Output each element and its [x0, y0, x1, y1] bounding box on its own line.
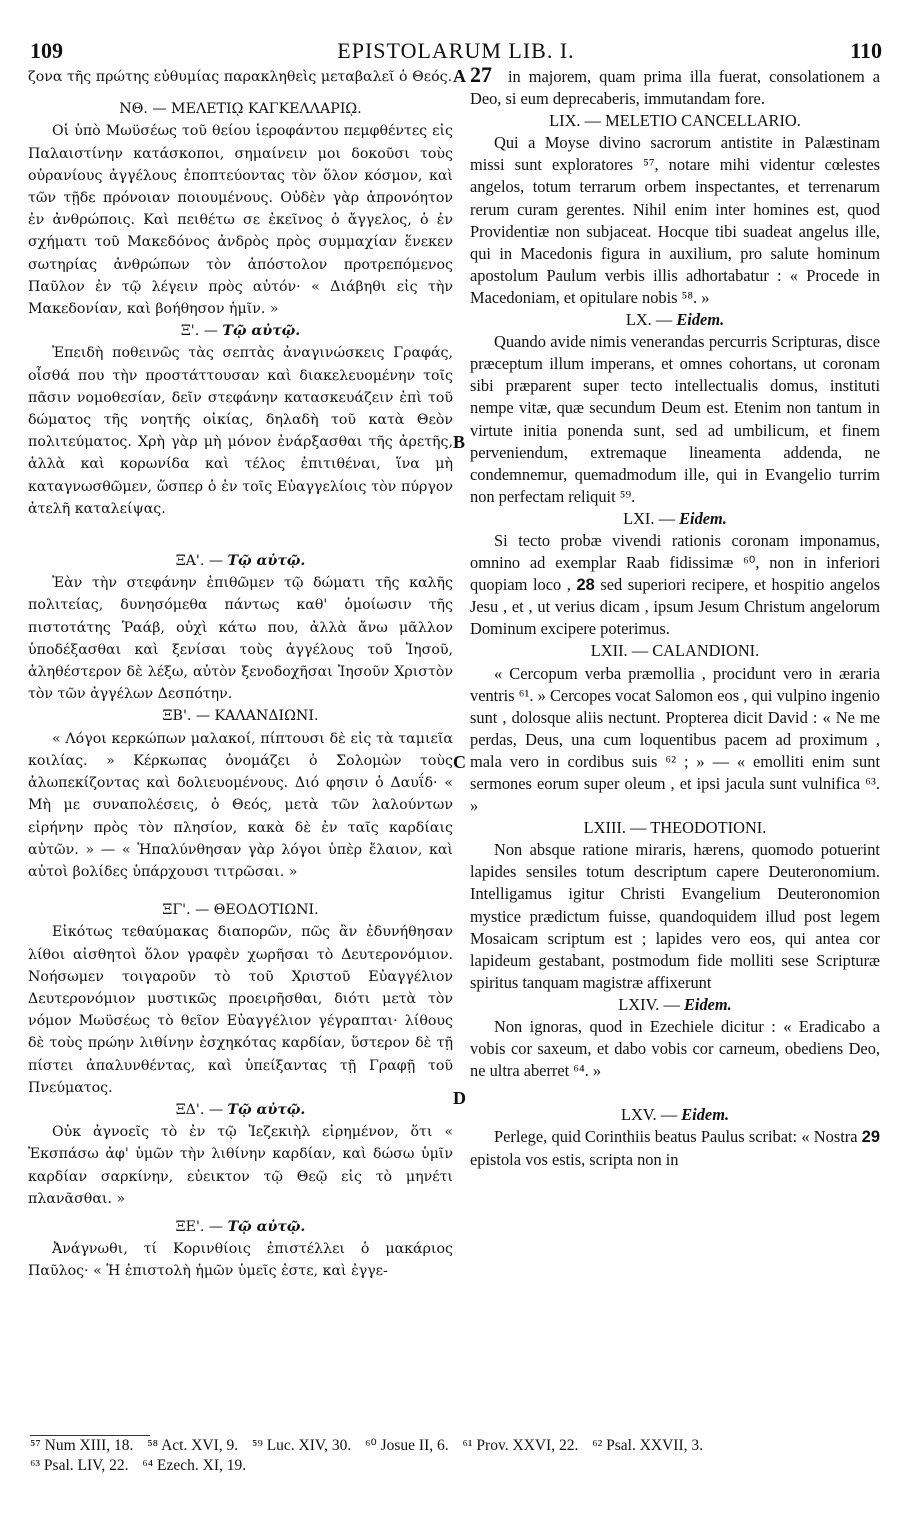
greek-heading-65-number: ΞΕ'. — — [175, 1218, 224, 1235]
margin-letter-b: B — [453, 432, 466, 452]
greek-heading-60-recipient: Τῷ αὐτῷ. — [222, 323, 301, 340]
greek-paragraph-continuation: ζονα τῆς πρώτης εὐθυμίας παρακληθεὶς μεταβαλεῖ ὁ Θεός. — [28, 69, 453, 85]
latin-heading-60-number: LX. — — [625, 310, 673, 330]
column-number-27: 27 — [470, 62, 492, 87]
footnote-57: ⁵⁷ Num XIII, 18. — [30, 1437, 134, 1454]
greek-heading-62: ΞΒ'. — ΚΑΛΑΝΔΙΩΝΙ. — [162, 708, 319, 725]
latin-letter-64: Non ignoras, quod in Ezechiele dicitur : « Eradicabo a vobis cor saxeum, et dabo vobis cor carneum, obediens Deo, ne ultra aberret ⁶⁴. » — [470, 1017, 880, 1081]
greek-letter-62: « Λόγοι κερκώπων μαλακοί, πίπτουσι δὲ εἰς τὰ ταμιεῖα κοιλίας. » Κέρκωπας ὀνομάζει ὁ Σολομὼν τοὺς ἀλωπεκίζοντας καὶ δολιευομένους. Διό φησιν ὁ Δαυΐδ· « Μὴ με συναπολέσεις, ὁ Θεός, μετὰ τῶν λαλούντων εἰρήνην πρὸς τὸν πλησίον, κακὰ δὲ ἐν ταῖς καρδίαις αὐτῶν. » — « Ἡπαλύνθησαν γὰρ λόγοι ὑπὲρ ἔλαιον, καὶ αὐτοὶ βολίδες ὑπάρχουσι τιτρῶσαι. » — [28, 730, 453, 880]
column-number-28: 28 — [576, 576, 595, 595]
greek-letter-59: Οἱ ὑπὸ Μωϋσέως τοῦ θείου ἱεροφάντου πεμφθέντες εἰς Παλαιστίνην κατάσκοποι, σημαίνειν μοι δοκοῦσι τοὺς οὐρανίους ἀγγέλους ἐποπτεύοντας τὸν ὅλον κόσμον, καὶ τῶν τῇδε πρόνοιαν ποιουμένους. Οὐδὲν γὰρ ἀπρονόητον ἐν ἀνθρώποις. Καὶ πειθέτω σε ἐκεῖνος ὁ ἄγγελος, ὁ ἐν σχήματι τοῦ Μακεδόνος ἀνδρὸς πρὸς συμμαχίαν ἕνεκεν σωτηρίας ἀνθρώπων τὸν ἀπόστολον προτρεπόμενος Παῦλον ἐν τῷ λέγειν πρὸς αὐτόν· « Διάβηθι εἰς τὴν Μακεδονίαν, καὶ βοήθησον ἡμῖν. » — [28, 123, 453, 318]
footnote-58: ⁵⁸ Act. XVI, 9. — [147, 1437, 239, 1454]
latin-heading-65 — [470, 1104, 880, 1126]
latin-letter-61-part-2: sed superiori recipere, et hospitio angelos Jesu , et , ut verius dicam , ipsum Jesum Christum angelorum Dominum excipere poterimus. — [470, 575, 881, 639]
greek-letter-63: Εἰκότως τεθαύμακας διαπορῶν, πῶς ἂν ἐδυνήθησαν λίθοι αἰσθητοὶ ὅλον γραφὲν χωρῆσαι τὸ Δευτερονόμιον. Νοήσωμεν τοιγαροῦν τὸ τοῦ Χριστοῦ Εὐαγγέλιον Δευτερονόμιον μυστικῶς προειρῆσθαι, διότι μετὰ τὸν νόμον Μωϋσέως τὸ θεῖον Εὐαγγέλιον γέγραπται· λίθους δὲ τοὺς πρώην λιθίνην ἐσχηκότας καρδίαν, ὕστερον δὲ τῇ πίστει ἀπαλυνθέντας, καὶ ὑπείξαντας τῇ Γραφῇ τοῦ Πνεύματος. — [28, 924, 453, 1096]
running-title: EPISTOLARUM LIB. I. — [337, 38, 575, 63]
footnote-62: ⁶² Psal. XXVII, 3. — [592, 1437, 703, 1454]
margin-letter-c: C — [453, 752, 466, 772]
latin-letter-59: Qui a Moyse divino sacrorum antistite in Palæstinam missi sunt exploratores ⁵⁷, notare mihi videntur cœlestes angelos, totum terrarum orbem inspectantes, et terrenarum rerum curam gerentes. Nihil enim inter homines est, quod Providentiæ non subjaceat. Hocque tibi suadeat angelus ille, qui in Macedonis figura in auxilium, pro salute hominum apostolum Paulum verbis illis adhortabatur : « Procede in Macedoniam, et opitulare nobis ⁵⁸. » — [470, 133, 880, 307]
greek-heading-63: ΞΓ'. — ΘΕΟΔΟΤΙΩΝΙ. — [162, 902, 319, 919]
latin-heading-60 — [470, 309, 880, 331]
footnote-line-2 — [30, 1456, 890, 1476]
latin-heading-65-number: LXV. — — [620, 1105, 678, 1125]
greek-heading-64-number: ΞΔ'. — — [175, 1101, 224, 1118]
latin-heading-64-number: LXIV. — — [618, 994, 680, 1014]
latin-letter-61-part-1: Si tecto probæ vivendi rationis coronam imponamus, omnino ad exemplar Raab fidissimæ ⁶⁰, non in inferiori quopiam loco , — [470, 530, 880, 595]
latin-heading-64 — [470, 994, 880, 1016]
latin-column — [470, 66, 880, 1171]
running-header — [30, 38, 882, 64]
footnote-61: ⁶¹ Prov. XXVI, 22. — [462, 1437, 579, 1454]
latin-heading-64-recipient: Eidem. — [683, 994, 732, 1014]
greek-heading-64 — [28, 1099, 453, 1121]
greek-letter-60: Ἐπειδὴ ποθεινῶς τὰς σεπτὰς ἀναγινώσκεις Γραφάς, οἶσθά που τὴν προστάττουσαν καὶ διακελευομένην τοῖς πᾶσιν νομοθεσίαν, δεῖν στεφάνην κατασκευάζειν ἐπὶ τοῦ δώματος τῆς νοητῆς οἰκίας, δηλαδὴ τοῦ κατὰ Θεὸν πολιτεύματος. Χρὴ γὰρ μὴ μόνον ἐνάρξασθαι τῆς ἀρετῆς, ἀλλὰ καὶ κορωνίδα καὶ τέλος ἐπιτιθέναι, ἵνα μὴ καταγνωσθῶμεν, ὥσπερ ὁ ἐν τοῖς Εὐαγγελίοις τὸν πύργον ἀτελῆ καταλείψας. — [28, 345, 453, 517]
greek-heading-61 — [28, 550, 453, 572]
greek-heading-65 — [28, 1216, 453, 1238]
latin-letter-65-part-1: Perlege, quid Corinthiis beatus Paulus scribat: « Nostra — [494, 1127, 858, 1147]
latin-heading-59: LIX. — MELETIO CANCELLARIO. — [549, 111, 801, 131]
margin-letter-d: D — [453, 1088, 466, 1108]
footnote-line-1 — [30, 1436, 890, 1456]
page-number-right: 110 — [850, 38, 882, 63]
latin-heading-61-recipient: Eidem. — [679, 508, 727, 528]
latin-letter-62: « Cercopum verba præmollia , procidunt vero in æraria ventris ⁶¹. » Cercopes vocat Salomon eos , qui vulpino ingenio sunt , dolosque aliis nectunt. Propterea dicit David : « Ne me perdas, Deus, una cum loquentibus pacem ad proximum , mala vero in cordibus suis ⁶² ; » — « emolliti enim sunt sermones eorum super oleum , et ipsi jacula sunt vulnifica ⁶³. » — [470, 663, 880, 816]
greek-heading-60 — [28, 320, 453, 342]
latin-letter-63: Non absque ratione miraris, hærens, quomodo potuerint lapides sensiles totum descriptum capere Deuteronomium. Intelligamus igitur Christi Evangelium Deuteronomion mystice prædictum fuisse, quandoquidem illud post legem Mosaicam scriptum est ; lapides vero eos, qui antea cor lapideum gestabant, postmodum fide molliti sese Scripturæ spiritus tanquam magistræ affixerunt — [470, 840, 880, 992]
footnote-60: ⁶⁰ Josue II, 6. — [365, 1437, 449, 1454]
greek-letter-65: Ἀνάγνωθι, τί Κορινθίοις ἐπιστέλλει ὁ μακάριος Παῦλος· « Ἡ ἐπιστολὴ ἡμῶν ὑμεῖς ἐστε, καὶ ἐγγε- — [28, 1241, 453, 1280]
latin-heading-60-recipient: Eidem. — [676, 310, 725, 330]
latin-heading-63: LXIII. — THEODOTIONI. — [583, 818, 767, 838]
greek-letter-61: Ἐὰν τὴν στεφάνην ἐπιθῶμεν τῷ δώματι τῆς καλῆς πολιτείας, δυνησόμεθα πάντως καθ' ὁμοίωσιν τῆς πιστοτάτης Ῥαάβ, οὐχὶ κάτω που, ἀλλὰ ἄνω μᾶλλον ὑποδέξασθαι καὶ ξενίσαι τοὺς ἀγγέλους τοῦ Ἰησοῦ, ἀληθέστερον δὲ λέξω, αὐτὸν ξενοδοχῆσαι Ἰησοῦν Χριστὸν τὸν τῶν ἀγγέλων Δεσπότην. — [28, 575, 453, 703]
latin-letter-61 — [470, 530, 880, 640]
column-number-29: 29 — [861, 1128, 880, 1147]
footnote-63: ⁶³ Psal. LIV, 22. — [30, 1457, 129, 1474]
greek-heading-59: ΝΘ. — ΜΕΛΕΤΙῼ ΚΑΓΚΕΛΛΑΡΙῼ. — [119, 101, 362, 118]
latin-heading-65-recipient: Eidem. — [681, 1105, 730, 1125]
greek-heading-64-recipient: Τῷ αὐτῷ. — [227, 1101, 306, 1118]
latin-heading-61-number: LXI. — — [623, 508, 675, 528]
footnote-64: ⁶⁴ Ezech. XI, 19. — [142, 1457, 247, 1474]
latin-letter-65 — [470, 1126, 880, 1170]
greek-heading-60-number: Ξ'. — — [180, 323, 218, 340]
footnote-59: ⁵⁹ Luc. XIV, 30. — [252, 1437, 352, 1454]
latin-letter-60: Quando avide nimis venerandas percurris Scripturas, disce præceptum illum imperans, et omnes cohortans, ut coronam sibi præparent super tecto intellectualis domus, instituti nempe vitæ, quæ secundum Deum est. Etenim non tantum in virtute initia ponenda sunt, sed ad umbilicum, et finem perveniendum, extremaque lineamenta addenda, ne condemnemur, quemadmodum ille, qui in Evangelio turrim non perfectam reliquit ⁵⁹. — [470, 332, 880, 506]
page-number-left: 109 — [30, 38, 63, 63]
greek-heading-61-recipient: Τῷ αὐτῷ. — [227, 553, 306, 570]
latin-heading-61 — [470, 508, 880, 530]
greek-heading-65-recipient: Τῷ αὐτῷ. — [227, 1218, 306, 1235]
greek-letter-64: Οὐκ ἀγνοεῖς τὸ ἐν τῷ Ἰεζεκιὴλ εἰρημένον, ὅτι « Ἐκσπάσω ἀφ' ὑμῶν τὴν λιθίνην καρδίαν, καὶ δώσω ὑμῖν καρδίαν σαρκίνην, εὐεικτον τῷ Θεῷ εἰς τὸ μηνέτι πλανᾶσθαι. » — [28, 1124, 453, 1207]
latin-heading-62: LXII. — CALANDIONI. — [590, 641, 760, 661]
greek-heading-61-number: ΞΑ'. — — [175, 553, 224, 570]
footnotes — [30, 1436, 890, 1476]
greek-column — [28, 66, 453, 1283]
margin-letter-a: A — [453, 66, 466, 86]
latin-paragraph-continuation: in majorem, quam prima illa fuerat, consolationem a Deo, si eum deprecaberis, immutandam fore. — [470, 67, 880, 109]
latin-letter-65-part-2: epistola vos estis, scripta non in — [470, 1149, 679, 1169]
